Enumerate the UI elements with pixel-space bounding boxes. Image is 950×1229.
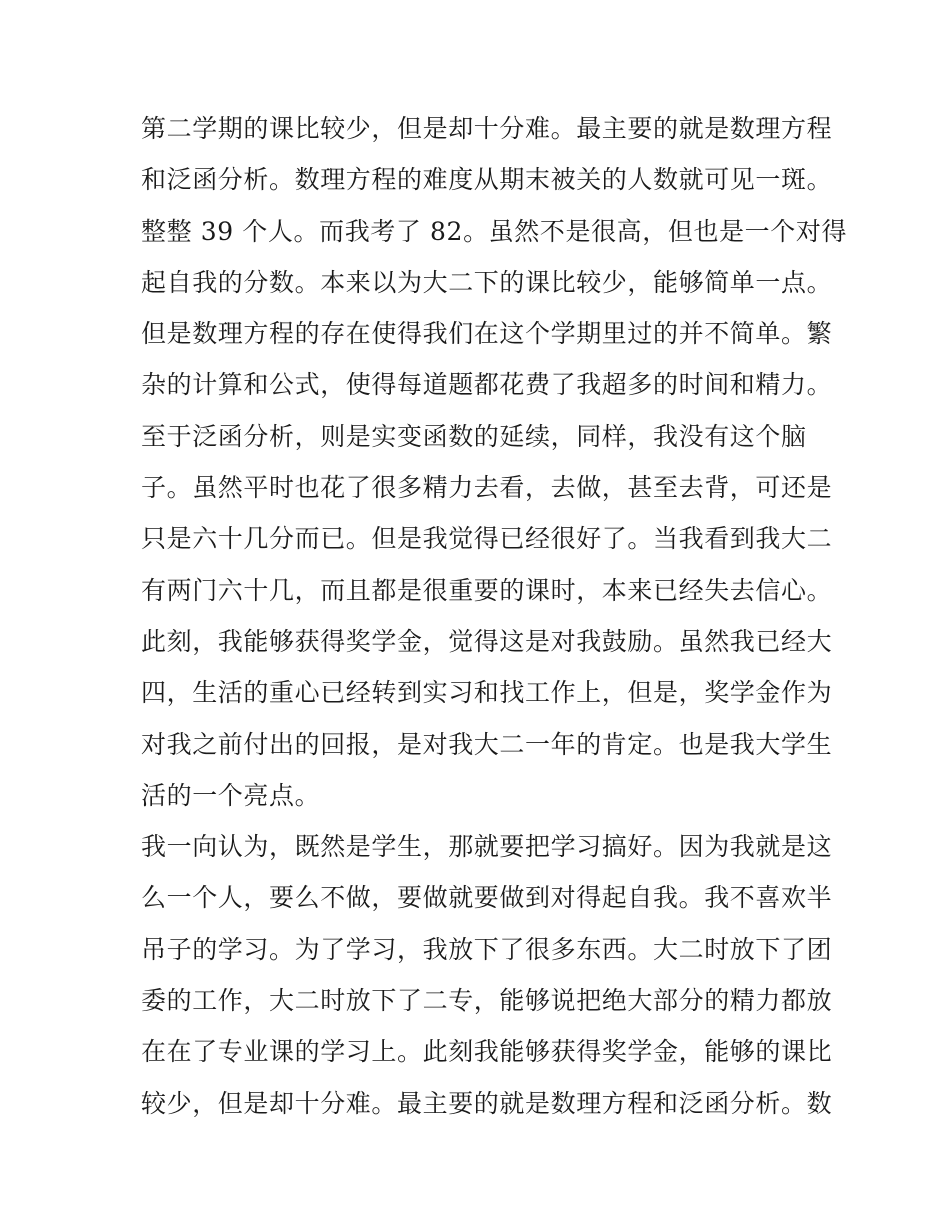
text-line: 对我之前付出的回报，是对我大二一年的肯定。也是我大学生 (141, 729, 833, 759)
text-line: 只是六十几分而已。但是我觉得已经很好了。当我看到我大二 (141, 524, 833, 554)
text-line: 但是数理方程的存在使得我们在这个学期里过的并不简单。繁 (141, 319, 833, 349)
text-line: 起自我的分数。本来以为大二下的课比较少，能够简单一点。 (141, 267, 833, 297)
text-line: 活的一个亮点。 (141, 780, 321, 810)
text-line: 有两门六十几，而且都是很重要的课时，本来已经失去信心。 (141, 575, 833, 605)
text-line: 四，生活的重心已经转到实习和找工作上，但是，奖学金作为 (141, 678, 833, 708)
body-text (141, 109, 848, 1135)
text-line: 么一个人，要么不做，要做就要做到对得起自我。我不喜欢半 (141, 883, 833, 913)
text-line: 较少，但是却十分难。最主要的就是数理方程和泛函分析。数 (141, 1088, 833, 1118)
text-line: 此刻，我能够获得奖学金，觉得这是对我鼓励。虽然我已经大 (141, 626, 833, 656)
text-line: 在在了专业课的学习上。此刻我能够获得奖学金，能够的课比 (141, 1037, 833, 1067)
text-line: 吊子的学习。为了学习，我放下了很多东西。大二时放下了团 (141, 934, 833, 964)
text-line: 整整 39 个人。而我考了 82。虽然不是很高，但也是一个对得 (141, 216, 848, 246)
text-line: 子。虽然平时也花了很多精力去看，去做，甚至去背，可还是 (141, 473, 833, 503)
text-line: 和泛函分析。数理方程的难度从期末被关的人数就可见一斑。 (141, 165, 833, 195)
text-line: 至于泛函分析，则是实变函数的延续，同样，我没有这个脑 (141, 421, 807, 451)
text-line: 我一向认为，既然是学生，那就要把学习搞好。因为我就是这 (141, 832, 833, 862)
text-line: 杂的计算和公式，使得每道题都花费了我超多的时间和精力。 (141, 370, 833, 400)
text-line: 第二学期的课比较少，但是却十分难。最主要的就是数理方程 (141, 114, 833, 143)
text-line: 委的工作，大二时放下了二专，能够说把绝大部分的精力都放 (141, 986, 833, 1016)
